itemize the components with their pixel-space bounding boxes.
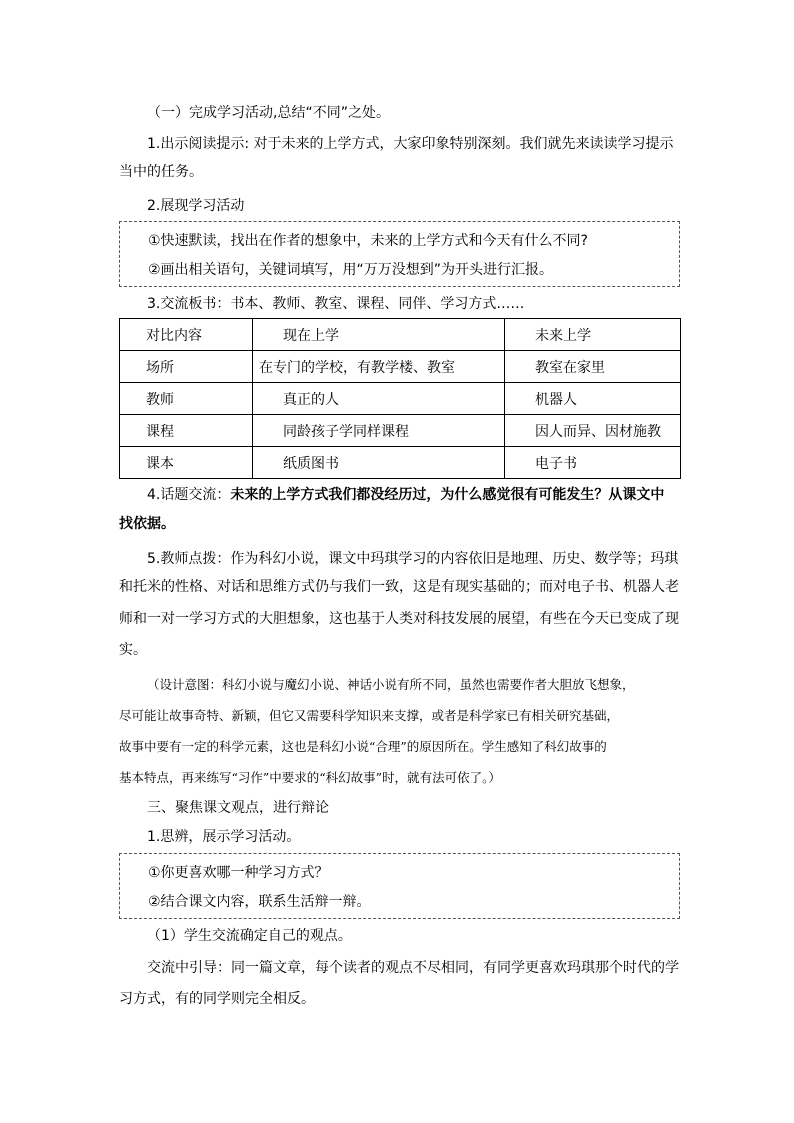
activity-box-1-item-2: ②画出相关语句，关键词填写，用“万万没想到”为开头进行汇报。 (148, 262, 554, 278)
design-note-line-2: 尽可能让故事奇特、新颖，但它又需要科学知识来支撑，或者是科学家已有相关研究基础， (119, 708, 620, 723)
activity-box-1-item-1: ①快速默读，找出在作者的想象中，未来的上学方式和今天有什么不同? (148, 233, 588, 249)
table-cell: 同龄孩子学同样课程 (253, 415, 505, 447)
paragraph-4-line-1 (147, 485, 664, 505)
paragraph-7: （1）学生交流确定自己的观点。 (147, 928, 352, 944)
comparison-table (119, 318, 681, 479)
paragraph-5-line-2: 和托米的性格、对话和思维方式仍与我们一致，这是有现实基础的；而对电子书、机器人老 (119, 579, 679, 595)
table-cell: 教师 (120, 383, 253, 415)
activity-box-2-item-2: ②结合课文内容，联系生活辩一辩。 (148, 894, 371, 910)
table-header-cell: 未来上学 (505, 319, 681, 351)
paragraph-2: 2.展现学习活动 (147, 198, 245, 214)
activity-box-1 (119, 221, 680, 287)
design-note-line-4: 基本特点，再来练写“习作”中要求的“科幻故事”时，就有法可依了。） (119, 770, 501, 785)
table-header-cell: 对比内容 (120, 319, 253, 351)
paragraph-6: 1.思辨，展示学习活动。 (147, 829, 301, 845)
paragraph-4-line-2: 找依据。 (119, 516, 175, 532)
paragraph-4-bold-text: 未来的上学方式我们都没经历过，为什么感觉很有可能发生？从课文中 (230, 487, 665, 503)
design-note-line-1: （设计意图：科幻小说与魔幻小说、神话小说有所不同，虽然也需要作者大胆放飞想象， (147, 677, 635, 692)
table-cell: 机器人 (505, 383, 681, 415)
paragraph-8-line-2: 习方式，有的同学则完全相反。 (119, 991, 315, 1007)
paragraph-4-prefix: 4.话题交流： (147, 487, 231, 503)
paragraph-5-line-1: 5.教师点拨：作为科幻小说，课文中玛琪学习的内容依旧是地理、历史、数学等；玛琪 (147, 551, 679, 567)
table-row (120, 351, 681, 383)
paragraph-8-line-1: 交流中引导：同一篇文章，每个读者的观点不尽相同，有同学更喜欢玛琪那个时代的学 (147, 960, 679, 976)
table-cell: 场所 (120, 351, 253, 383)
activity-box-2-item-1: ①你更喜欢哪一种学习方式？ (148, 865, 329, 881)
table-cell: 教室在家里 (505, 351, 681, 383)
table-row (120, 415, 681, 447)
section3-heading: 三、聚焦课文观点，进行辩论 (147, 800, 329, 816)
table-header-cell: 现在上学 (253, 319, 505, 351)
design-note-line-3: 故事中要有一定的科学元素，这也是科幻小说“合理”的原因所在。学生感知了科幻故事的 (119, 739, 607, 754)
table-row (120, 383, 681, 415)
paragraph-1-line-1: 1.出示阅读提示: 对于未来的上学方式，大家印象特别深刻。我们就先来读读学习提示 (147, 136, 674, 152)
table-cell: 纸质图书 (253, 447, 505, 479)
section1-heading: （一）完成学习活动,总结“不同”之处。 (147, 105, 390, 121)
table-cell: 电子书 (505, 447, 681, 479)
paragraph-3: 3.交流板书：书本、教师、教室、课程、同伴、学习方式…… (147, 296, 525, 312)
table-cell: 真正的人 (253, 383, 505, 415)
table-cell: 在专门的学校，有教学楼、教室 (253, 351, 505, 383)
paragraph-5-line-3: 师和一对一学习方式的大胆想象，这也基于人类对科技发展的展望，有些在今天已变成了现 (119, 611, 679, 627)
paragraph-5-line-4: 实。 (119, 642, 147, 658)
table-row (120, 447, 681, 479)
paragraph-1-line-2: 当中的任务。 (119, 164, 203, 180)
table-cell: 课本 (120, 447, 253, 479)
table-header-row (120, 319, 681, 351)
table-cell: 课程 (120, 415, 253, 447)
table-cell: 因人而异、因材施教 (505, 415, 681, 447)
activity-box-2 (119, 853, 680, 919)
